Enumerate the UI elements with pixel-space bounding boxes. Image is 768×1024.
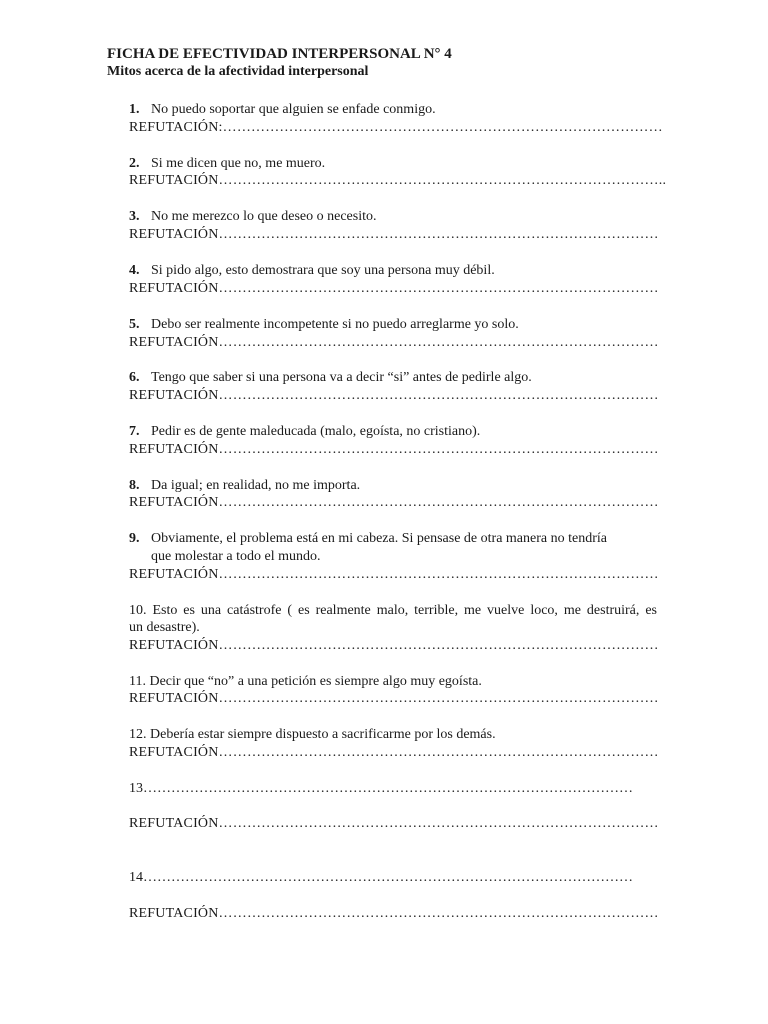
refutation-line: REFUTACIÓN………………………………………………………………………………… [129,495,659,510]
item-number: 8. [129,478,140,493]
list-item: 11. Decir que “no” a una petición es siempre algo muy egoísta. [129,674,482,689]
item-number: 7. [129,424,140,439]
list-item [129,477,360,495]
item-text: Pedir es de gente maleducada (malo, egoísta, no cristiano). [151,424,481,439]
refutation-line: REFUTACIÓN:………………………………………………………………………………… [129,120,663,135]
item-number: 9. [129,531,140,546]
item-text: Si pido algo, esto demostrara que soy una persona muy débil. [151,263,495,278]
list-item [129,262,495,280]
item-text: No me merezco lo que deseo o necesito. [151,209,377,224]
item-number: 5. [129,317,140,332]
list-item: 12. Debería estar siempre dispuesto a sacrificarme por los demás. [129,727,496,742]
list-item [129,316,519,334]
list-item [129,101,436,119]
item-text-continuation: que molestar a todo el mundo. [151,549,321,564]
item-text: Obviamente, el problema está en mi cabeza. Si pensase de otra manera no tendría [151,531,607,546]
list-item: 10. Esto es una catástrofe ( es realmente malo, terrible, me vuelve loco, me destruirá, es [129,603,657,618]
item-number: 4. [129,263,140,278]
list-item [129,155,325,173]
refutation-line: REFUTACIÓN………………………………………………………………………………… [129,567,659,582]
refutation-line: REFUTACIÓN………………………………………………………………………………… [129,745,659,760]
refutation-line: REFUTACIÓN………………………………………………………………………………… [129,388,659,403]
document-subtitle: Mitos acerca de la afectividad interpersonal [107,64,369,79]
refutation-line: REFUTACIÓN………………………………………………………………………………….. [129,173,667,188]
item-text: Da igual; en realidad, no me importa. [151,478,361,493]
list-item: 13…………………………………………………………………………………………… [129,781,633,796]
refutation-line: REFUTACIÓN………………………………………………………………………………… [129,442,659,457]
item-text: Debo ser realmente incompetente si no puedo arreglarme yo solo. [151,317,519,332]
item-text: Si me dicen que no, me muero. [151,156,326,171]
list-item [129,423,480,441]
item-number: 3. [129,209,140,224]
refutation-line: REFUTACIÓN………………………………………………………………………………… [129,335,659,350]
list-item [129,369,532,387]
refutation-line: REFUTACIÓN………………………………………………………………………………… [129,227,659,242]
list-item [129,530,607,548]
refutation-line: REFUTACIÓN………………………………………………………………………………… [129,281,659,296]
refutation-line: REFUTACIÓN………………………………………………………………………………… [129,906,659,921]
item-number: 1. [129,102,140,117]
item-text-continuation: un desastre). [129,620,200,635]
document-title: FICHA DE EFECTIVIDAD INTERPERSONAL N° 4 [107,46,452,62]
refutation-line: REFUTACIÓN………………………………………………………………………………… [129,816,659,831]
refutation-line: REFUTACIÓN………………………………………………………………………………… [129,691,659,706]
refutation-line: REFUTACIÓN………………………………………………………………………………… [129,638,659,653]
list-item [129,208,376,226]
item-text: No puedo soportar que alguien se enfade conmigo. [151,102,436,117]
item-number: 6. [129,370,140,385]
item-text: Tengo que saber si una persona va a decir “si” antes de pedirle algo. [151,370,532,385]
item-number: 2. [129,156,140,171]
list-item: 14…………………………………………………………………………………………… [129,870,633,885]
